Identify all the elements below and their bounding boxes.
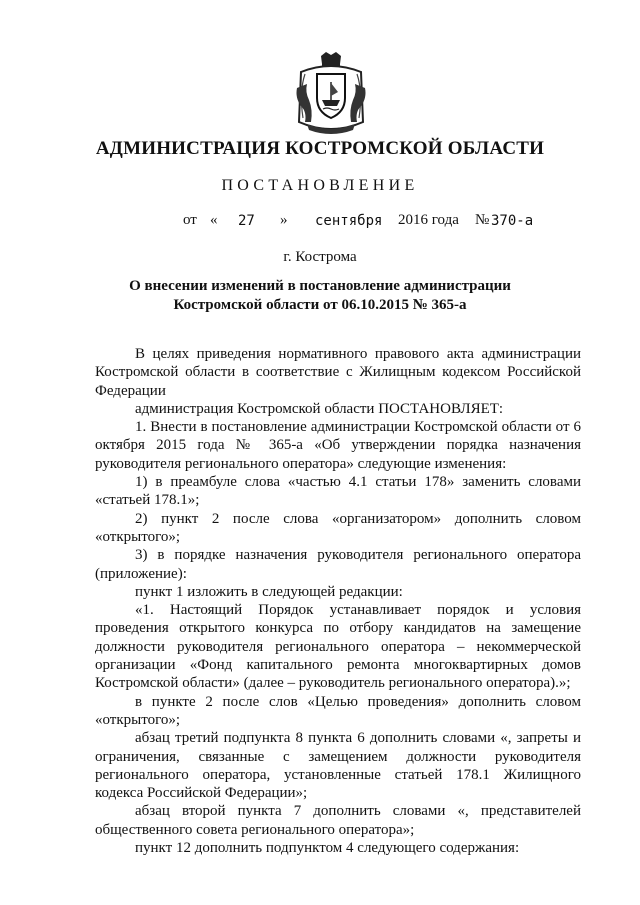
document-number-sign: № xyxy=(475,212,490,228)
date-day: 27 xyxy=(238,213,255,229)
body-paragraph: В целях приведения нормативного правового акта администрации Костромской области в соответствие с Жилищным кодексом Российской Федерации xyxy=(95,346,581,399)
date-open-quote: « xyxy=(210,212,218,228)
body-paragraph: абзац третий подпункта 8 пункта 6 дополнить словами «, запреты и ограничения, связанные с замещением должности руководителя регионального оператора, установленные статьей 178.1 Жилищного кодекса Российской Федерации»; xyxy=(95,730,581,802)
date-year: 2016 года xyxy=(398,212,459,228)
subject-line-2: Костромской области от 06.10.2015 № 365-а xyxy=(173,297,467,313)
date-close-quote: » xyxy=(280,212,288,228)
city-line: г. Кострома xyxy=(283,249,357,265)
body-paragraph: 1) в преамбуле слова «частью 4.1 статьи 178» заменить словами «статьей 178.1»; xyxy=(95,474,581,509)
body-paragraph: абзац второй пункта 7 дополнить словами «, представителей общественного совета регионального оператора»; xyxy=(95,803,581,838)
body-paragraph: пункт 12 дополнить подпунктом 4 следующего содержания: xyxy=(135,840,520,857)
document-body xyxy=(95,345,581,857)
body-paragraph: 3) в порядке назначения руководителя регионального оператора (приложение): xyxy=(95,547,581,582)
document-number: 370-а xyxy=(491,213,534,229)
body-paragraph: 1. Внести в постановление администрации Костромской области от 6 октября 2015 года № 365-а «Об утверждении порядка назначения руководителя регионального оператора» следующие изменения: xyxy=(95,419,581,472)
date-prefix: от xyxy=(183,212,197,228)
body-paragraph: пункт 1 изложить в следующей редакции: xyxy=(135,583,403,600)
subject-line-1: О внесении изменений в постановление администрации xyxy=(129,278,511,294)
date-month: сентября xyxy=(315,213,383,229)
body-paragraph: «1. Настоящий Порядок устанавливает порядок и условия проведения открытого конкурса по отбору кандидатов на замещение должности руководителя регионального оператора – некоммерческой организации «Фонд капитального ремонта многоквартирных домов Костромской области» (далее – руководитель регионального оператора).»; xyxy=(95,602,581,692)
kostroma-coat-of-arms-icon xyxy=(293,52,369,136)
body-paragraph: администрация Костромской области ПОСТАНОВЛЯЕТ: xyxy=(135,400,504,417)
document-subject xyxy=(100,277,540,315)
organization-title: АДМИНИСТРАЦИЯ КОСТРОМСКОЙ ОБЛАСТИ xyxy=(95,138,545,159)
document-type: ПОСТАНОВЛЕНИЕ xyxy=(221,177,419,194)
body-paragraph: в пункте 2 после слов «Целью проведения» дополнить словом «открытого»; xyxy=(95,693,581,728)
body-paragraph: 2) пункт 2 после слова «организатором» дополнить словом «открытого»; xyxy=(95,510,581,545)
